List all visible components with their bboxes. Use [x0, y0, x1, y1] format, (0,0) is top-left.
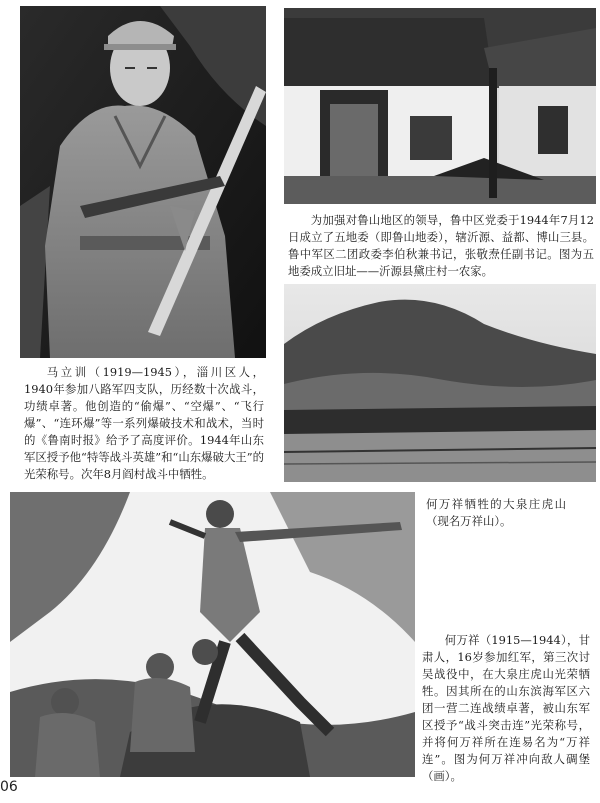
drawing-he-wanxiang-charging: [10, 492, 415, 777]
caption-tiger-mountain: 何万祥牺牲的大泉庄虎山（现名万祥山）。: [426, 497, 566, 528]
landscape-photo-wanxiang-mountain: [284, 284, 596, 482]
caption-ma-lixun: 马立训（1919—1945），淄川区人，1940年参加八路军四支队，历经数十次战斗，功绩卓著。他创造的“偷爆”、“空爆”、“飞行爆”、“连环爆”等一系列爆破技术和战术，当时的《鲁南时报》给予了高度评价。1944年山东军区授予他“特等战斗英雄”和“山东爆破大王”的光荣称号。次年8月阎村战斗中牺牲。: [24, 365, 264, 481]
portrait-photo-ma-lixun: [20, 6, 266, 358]
page-number: 06: [0, 779, 18, 795]
caption-he-wanxiang: 何万祥（1915—1944），甘肃人，16岁参加红军，第三次讨吴战役中，在大泉庄虎山光荣牺牲。因其所在的山东滨海军区六团一营二连战绩卓著，被山东军区授予“战斗突击连”光荣称号，并将何万祥所在连易名为“万祥连”。图为何万祥冲向敌人碉堡（画）。: [422, 633, 590, 783]
caption-wudiwei-founding: 为加强对鲁山地区的领导，鲁中区党委于1944年7月12日成立了五地委（即鲁山地委），辖沂源、益都、博山三县。鲁中军区二团政委李伯秋兼书记，张敬焘任副书记。图为五地委成立旧址——沂源县黛庄村一农家。: [288, 213, 594, 278]
building-photo-wudiwei-site: [284, 8, 596, 204]
